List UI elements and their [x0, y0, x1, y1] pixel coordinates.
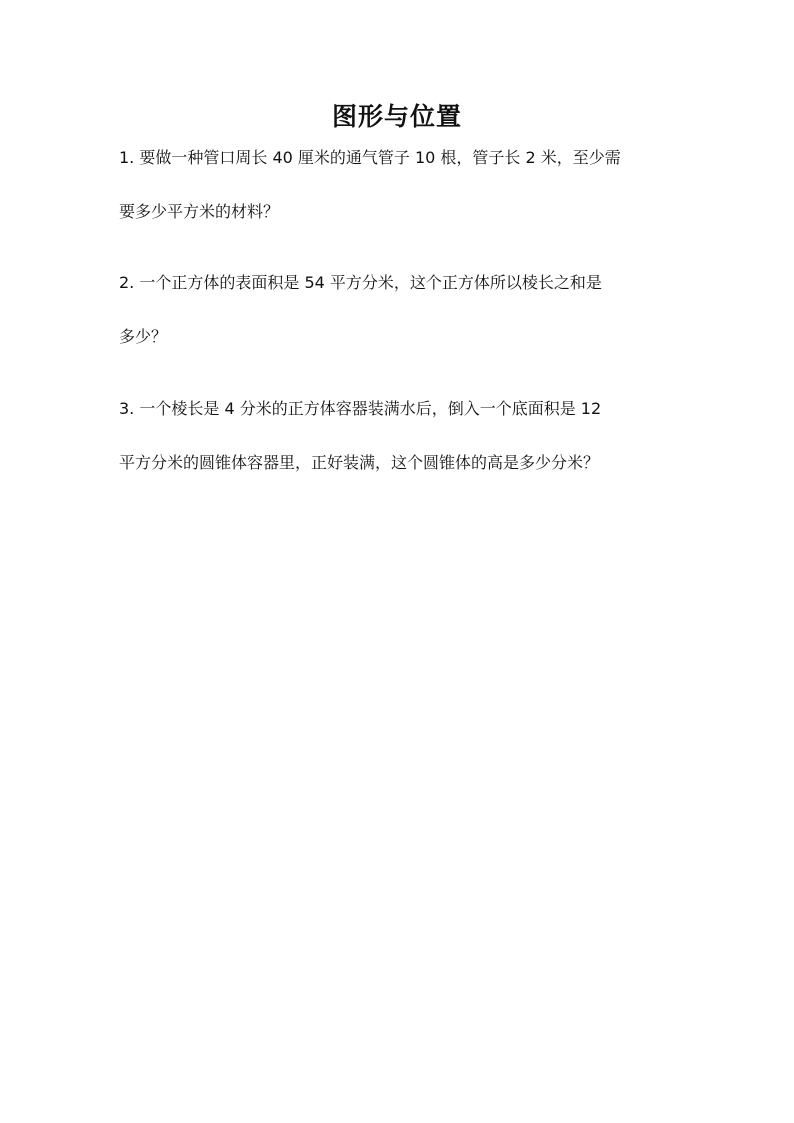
question-1 — [119, 146, 679, 223]
page-title: 图形与位置 — [331, 102, 462, 131]
question-1-line-1: 1. 要做一种管口周长 40 厘米的通气管子 10 根，管子长 2 米，至少需 — [119, 148, 621, 167]
question-3-line-1: 3. 一个棱长是 4 分米的正方体容器装满水后，倒入一个底面积是 12 — [119, 399, 602, 418]
question-1-line-2: 要多少平方米的材料？ — [119, 202, 280, 221]
question-3-line-2: 平方分米的圆锥体容器里，正好装满，这个圆锥体的高是多少分米？ — [119, 453, 600, 472]
question-3 — [119, 397, 679, 474]
question-2-line-2: 多少？ — [119, 327, 168, 346]
question-2 — [119, 271, 679, 348]
question-2-line-1: 2. 一个正方体的表面积是 54 平方分米，这个正方体所以棱长之和是 — [119, 273, 602, 292]
